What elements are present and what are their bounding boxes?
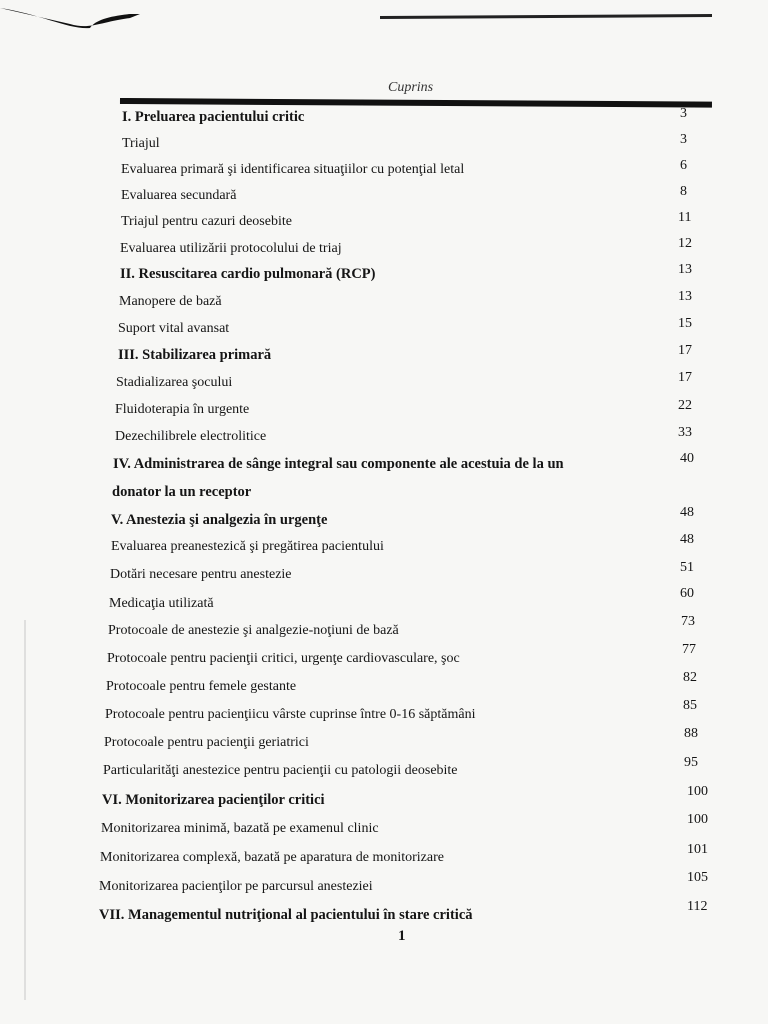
toc-entry-title: I. Preluarea pacientului critic [122,109,305,125]
toc-entry-page: 33 [678,425,692,440]
toc-entry-title: Evaluarea preanestezică şi pregătirea pacientului [111,539,384,554]
toc-entry-page: 85 [683,698,697,713]
toc-entry-title: Medicaţia utilizată [109,596,214,611]
toc-entry-title: Manopere de bază [119,294,222,309]
toc-entry-page: 101 [687,842,708,857]
toc-entry-title: VI. Monitorizarea pacienţilor critici [102,792,325,808]
toc-entry-title: Triajul pentru cazuri deosebite [121,214,292,229]
toc-entry-page: 60 [680,586,694,601]
toc-entry-title: V. Anestezia şi analgezia în urgenţe [111,512,328,528]
toc-entry-page: 51 [680,560,694,575]
toc-entry-title: Triajul [122,136,160,151]
toc-entry-page: 15 [678,316,692,331]
toc-entry-title: Protocoale de anestezie şi analgezie-noţiuni de bază [108,623,399,638]
toc-entry-title: Dezechilibrele electrolitice [115,429,267,444]
toc-entry-page: 100 [687,784,708,799]
toc-entry-title: III. Stabilizarea primară [118,347,272,363]
toc-entry-page: 95 [684,755,698,770]
toc-entry-title: Monitorizarea minimă, bazată pe examenul clinic [101,821,379,836]
toc-entry-page: 11 [678,210,692,225]
toc-entry-page: 3 [680,106,687,121]
toc-entry-page: 13 [678,262,692,277]
toc-entry-title: Protocoale pentru pacienţii geriatrici [104,735,309,750]
toc-entry-page: 40 [680,451,694,466]
toc-entry-page: 6 [680,158,687,173]
toc-entry-title: Evaluarea utilizării protocolului de triaj [120,241,342,256]
toc-entry-title: Evaluarea secundară [121,188,237,203]
toc-entry-page: 82 [683,670,697,685]
toc-entry-title: Stadializarea şocului [116,375,233,390]
toc-entry-page: 12 [678,236,692,251]
toc-entry-page: 22 [678,398,692,413]
page-number: 1 [398,928,406,944]
page-title: Cuprins [388,80,434,95]
toc-entry-title: donator la un receptor [112,484,252,500]
toc-entry-title: II. Resuscitarea cardio pulmonară (RCP) [120,266,376,282]
toc-entry-title: Suport vital avansat [118,321,230,336]
toc-entry-page: 13 [678,289,692,304]
toc-entry-page: 17 [678,370,692,385]
toc-entry-page: 3 [680,132,687,147]
toc-entry-title: IV. Administrarea de sânge integral sau componente ale acestuia de la un [113,456,564,472]
toc-entry-page: 77 [682,642,696,657]
toc-entry-title: VII. Managementul nutriţional al pacientului în stare critică [99,907,473,923]
toc-entry-page: 100 [687,812,708,827]
toc-entry-title: Evaluarea primară şi identificarea situaţiilor cu potenţial letal [121,162,465,177]
toc-entry-title: Protocoale pentru pacienţiicu vârste cuprinse între 0-16 săptămâni [105,707,476,722]
toc-entry-page: 105 [687,870,708,885]
toc-entry-page: 48 [680,532,694,547]
toc-entry-title: Dotări necesare pentru anestezie [110,567,292,582]
toc-entry-title: Protocoale pentru femele gestante [106,679,297,694]
toc-entry-page: 48 [680,505,694,520]
toc-entry-title: Monitorizarea pacienţilor pe parcursul anesteziei [99,879,373,894]
toc-entry-page: 88 [684,726,698,741]
toc-entry-title: Monitorizarea complexă, bazată pe aparatura de monitorizare [100,850,444,865]
toc-entry-title: Fluidoterapia în urgente [115,402,250,417]
toc-entry-page: 8 [680,184,687,199]
toc-entry-page: 17 [678,343,692,358]
toc-entry-title: Protocoale pentru pacienţii critici, urgenţe cardiovasculare, şoc [107,651,460,666]
toc-entry-page: 73 [681,614,695,629]
toc-entry-page: 112 [687,899,708,914]
toc-entry-title: Particularităţi anestezice pentru pacienţii cu patologii deosebite [103,763,458,778]
